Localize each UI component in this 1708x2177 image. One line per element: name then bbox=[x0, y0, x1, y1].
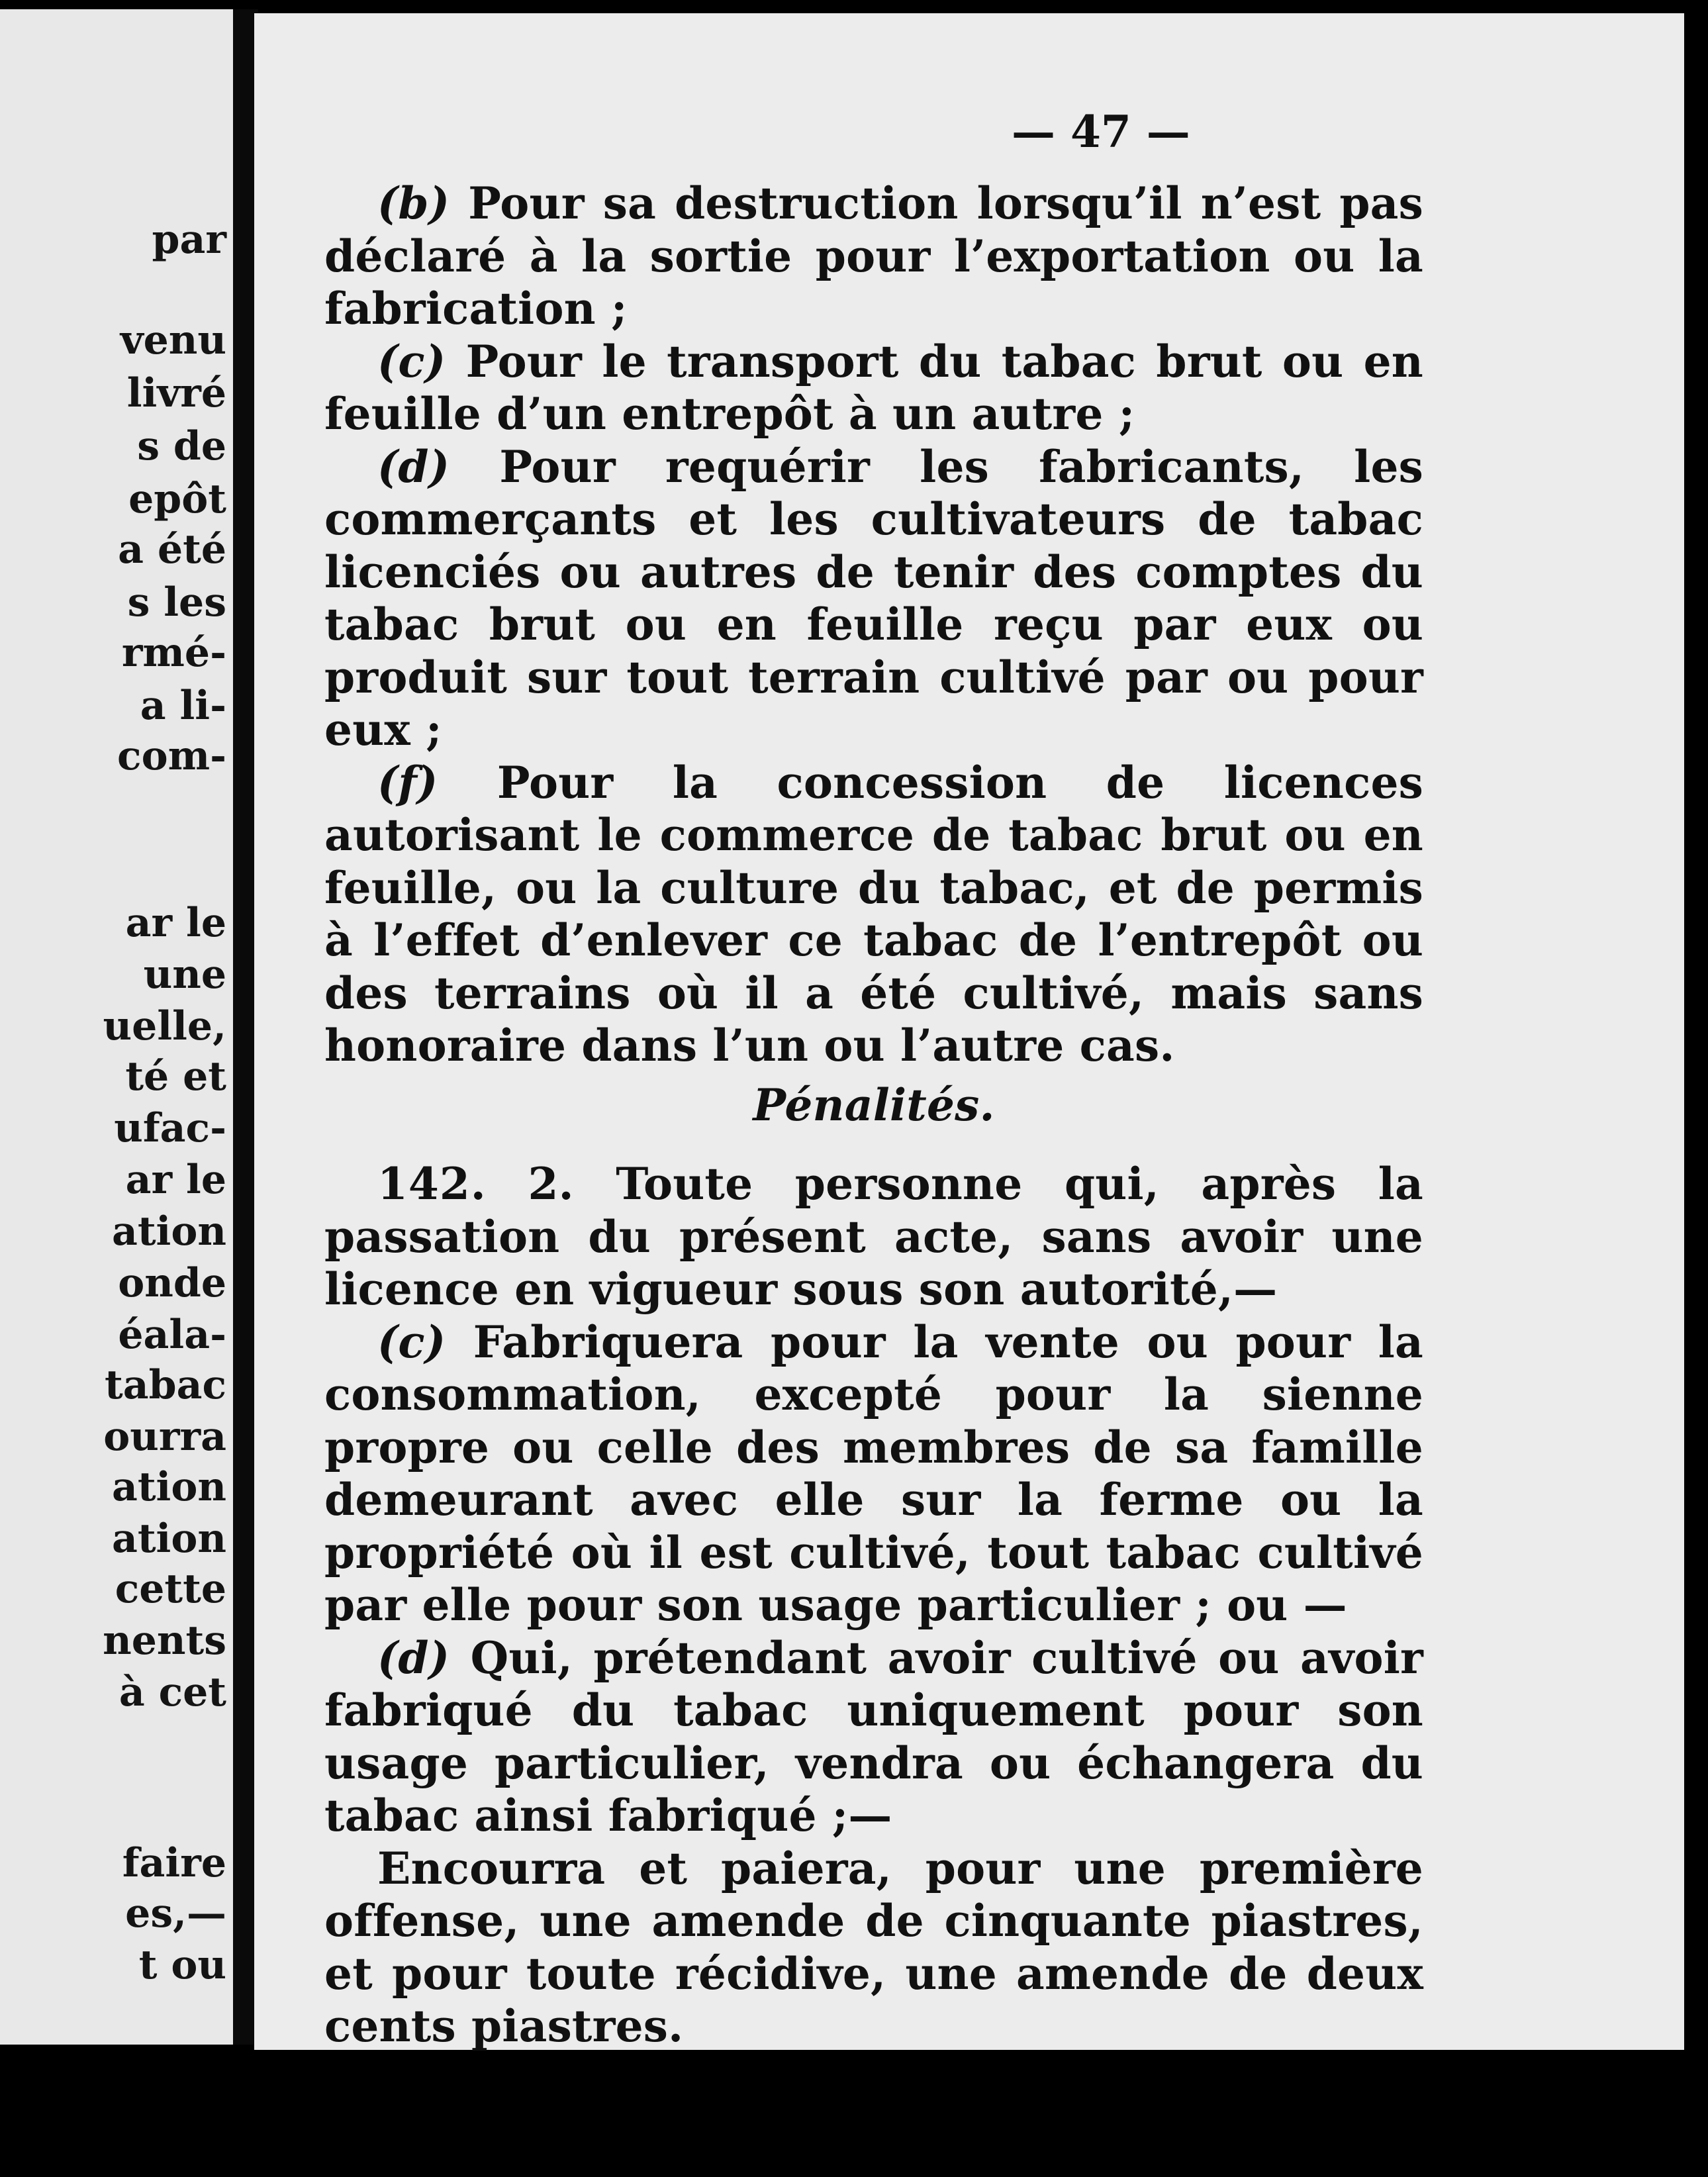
paragraph-c bbox=[324, 336, 1423, 441]
paragraph-text: Qui, prétendant avoir cultivé ou avoir fabriqué du tabac uniquement pour son usage particulier, vendra ou échangera du tabac ainsi fabriqué ;— bbox=[324, 1631, 1423, 1841]
section-number: 142 bbox=[377, 1158, 471, 1210]
left-page-fragment: cette bbox=[115, 1566, 226, 1612]
left-page-fragment: a li- bbox=[140, 683, 226, 729]
paragraph-d bbox=[324, 441, 1423, 757]
paragraph-text: Pour sa destruction lorsqu’il n’est pas déclaré à la sortie pour l’exportation ou la fabrication ; bbox=[324, 177, 1423, 334]
left-page-fragment: ufac- bbox=[114, 1105, 226, 1151]
left-page-fragment: rmé- bbox=[121, 630, 226, 676]
paragraph-text: Pour la concession de licences autorisant le commerce de tabac brut ou en feuille, ou la culture du tabac, et de permis à l’effet d’enlever ce tabac de l’entrepôt ou des terrains où il a été cultivé, mais sans honoraire dans l’un ou l’autre cas. bbox=[324, 756, 1423, 1071]
left-page-fragment: une bbox=[143, 951, 226, 998]
paragraph-letter: (c) bbox=[377, 1316, 446, 1368]
paragraph-text: Pour le transport du tabac brut ou en feuille d’un entrepôt à un autre ; bbox=[324, 335, 1423, 440]
left-page-fragment: ourra bbox=[103, 1414, 226, 1460]
left-page-fragment: ar le bbox=[125, 1157, 226, 1203]
section-142 bbox=[324, 1158, 1423, 1316]
left-page-fragment: s les bbox=[127, 579, 226, 626]
left-facing-page bbox=[0, 9, 233, 2045]
paragraph-c-2 bbox=[324, 1316, 1423, 1632]
section-heading: Pénalités. bbox=[753, 1079, 995, 1131]
left-page-fragment: ar le bbox=[125, 900, 226, 946]
scan-border bbox=[1684, 0, 1708, 2177]
paragraph-letter: (d) bbox=[377, 1631, 450, 1684]
paragraph-text: Fabriquera pour la vente ou pour la consommation, excepté pour la sienne propre ou celle des membres de sa famille demeurant avec elle sur la ferme ou la propriété où il est cultivé, tout tabac cultivé par elle pour son usage particulier ; ou — bbox=[324, 1316, 1423, 1631]
page-number: — 47 — bbox=[1012, 106, 1190, 158]
left-page-fragment: tabac bbox=[105, 1362, 226, 1408]
left-page-fragment: nents bbox=[103, 1618, 226, 1664]
paragraph-b bbox=[324, 177, 1423, 336]
closing-paragraph: Encourra et paiera, pour une première offense, une amende de cinquante piastres, et pour toute récidive, une amende de deux cents piastres. bbox=[324, 1842, 1423, 2052]
left-page-fragment: ation bbox=[111, 1208, 226, 1255]
left-page-fragment: com- bbox=[117, 733, 226, 779]
page-body bbox=[324, 177, 1423, 2053]
left-page-fragment: es,— bbox=[125, 1890, 226, 1937]
left-page-fragment: venu bbox=[120, 317, 226, 363]
left-page-fragment: ation bbox=[111, 1464, 226, 1510]
left-page-fragment: par bbox=[152, 217, 226, 263]
paragraph-d-2 bbox=[324, 1632, 1423, 1843]
left-page-fragment: faire bbox=[122, 1840, 226, 1886]
left-page-fragments bbox=[0, 9, 233, 2045]
left-page-fragment: t ou bbox=[138, 1942, 226, 1988]
left-page-fragment: s de bbox=[137, 423, 226, 469]
left-page-fragment: té et bbox=[125, 1053, 226, 1100]
left-page-fragment: epôt bbox=[128, 476, 226, 522]
paragraph-letter: (c) bbox=[377, 335, 446, 387]
paragraph-f bbox=[324, 757, 1423, 1073]
paragraph-letter: (b) bbox=[377, 177, 450, 229]
left-page-fragment: à cet bbox=[119, 1669, 226, 1716]
left-page-fragment: livré bbox=[126, 370, 226, 416]
paragraph-text: Pour requérir les fabricants, les commerçants et les cultivateurs de tabac licenciés ou autres de tenir des comptes du tabac brut ou en feuille reçu par eux ou produit sur tout terrain cultivé par ou pour eux ; bbox=[324, 440, 1423, 755]
paragraph-letter: (d) bbox=[377, 440, 450, 493]
left-page-fragment: éala- bbox=[118, 1312, 226, 1358]
left-page-fragment: ation bbox=[111, 1516, 226, 1562]
left-page-fragment: onde bbox=[118, 1260, 226, 1306]
left-page-fragment: a été bbox=[118, 526, 226, 573]
left-page-fragment: uelle, bbox=[103, 1003, 226, 1049]
paragraph-letter: (f) bbox=[377, 756, 438, 808]
section-text: . 2. Toute personne qui, après la passation du présent acte, sans avoir une licence en vigueur sous son autorité,— bbox=[324, 1158, 1423, 1315]
